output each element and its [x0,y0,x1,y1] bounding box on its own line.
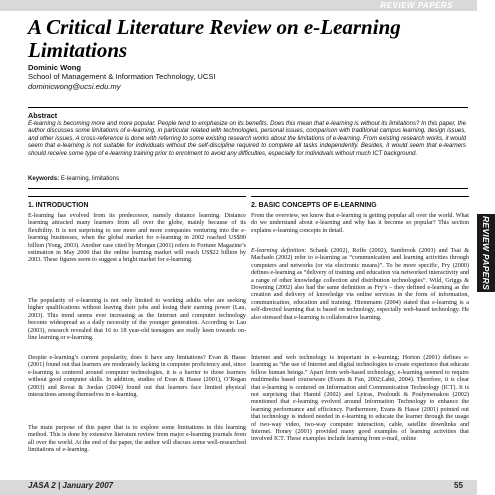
journal-info: JASA 2 | January 2007 [28,481,114,490]
keywords-label: Keywords: [28,175,60,182]
keywords-text: E-learning, limitations [60,175,120,182]
intro-paragraph-3: Despite e-learning’s current popularity, does it have any limitations? Evan & Hasse (2001) found out that learners are moderately lacking in computer proficiency and, since e-learning is centered around computer technologies, it is a barrier to those learners without good computer skills. In addition, studies of Evan & Hasse (2001), O’Regan (2003) and Rovai & Jordan (2004) found out that learners face limited physical interactions among themselves in e-learning. [28,355,246,399]
sidebar [477,0,495,495]
introduction-heading: 1. INTRODUCTION [28,202,89,209]
author-block [28,63,216,91]
article-title: A Critical Literature Review on e-Learning Limitations [28,15,401,62]
keywords [28,175,119,182]
section-label: REVIEW PAPERS [380,1,453,10]
left-column [28,196,246,454]
intro-paragraph-4: The main purpose of this paper that is to explore some limitations in this learning method. This is done by extensive literature review from major e-learning journals from all over the world. At the end of the paper, the author will discuss some well-researched limitations of e-learning. [28,425,246,454]
basic-concepts-heading: 2. BASIC CONCEPTS OF E-LEARNING [251,202,377,209]
intro-paragraph-2: The popularity of e-learning is not only limited to working adults who are seeking higher qualifications without leaving their jobs and losing their earning power (Lau, 2003). This trend seems ever increasing as the Internet and computer technology become widespread as a daily necessity of the younger generation. According to Lau (2003), research revealed that 16 to 18 year-old teenagers are really keen towards on-line learning or e-learning. [28,298,246,342]
sidebar-tab [477,214,495,292]
page-number: 55 [454,481,463,490]
right-column [251,196,469,443]
author-name: Dominic Wong [28,63,82,72]
abstract-section [28,107,468,189]
author-affiliation: School of Management & Information Technology, UCSI [28,72,216,82]
definition-text: Schank (2002), Roffe (2002), Sambrook (2003) and Tsai & Machado (2002) refer to e-learning as “communication and learning activities through computers and networks (or via electronic means)”. To be more specific, Fry (2000) defines e-learning as “delivery of training and education via networked interactivity and a range of other knowledge collection and distribution technologies”. Wild, Griggs & Downing (2002) also had the same definition as Fry’s – they defined e-learning as the creation and delivery of knowledge via online services in the form of information, communication, education and training. Hiemmann (2004) stated that e-learning is a self-directed learning that is based on technology, especially web-based technology. He also stressed that e-learning is collaborative learning. [251,248,469,321]
intro-paragraph-1: E-learning has evolved from its predecessor, namely distance learning. Distance learning attracted many learners from all over the globe, mainly because of its flexibility. It is not surprising to see more and more companies venturing into the e-learning businesses, when the global market for e-learning in 2002 reached US$90 billion (Yong, 2003). Another case cited by Morgan (2001) refers to Fortune Magazine’s estimation in May 2000 that the online learning market will reach US$22 billion by 2003. These figures seem to suggest a bright market for e-learning. [28,213,246,264]
concepts-paragraph-1: From the overview, we know that e-learning is getting popular all over the world. What do we understand about e-learning and why has it become so popular? This section explains e-learning concepts in detail. [251,213,469,234]
abstract-heading: Abstract [28,111,58,120]
concepts-paragraph-2 [251,248,469,322]
sidebar-label: REVIEW PAPERS [481,215,491,291]
concepts-paragraph-3: Internet and web technology is important in e-learning; Horton (2001) defines e-learning as “the use of Internet and digital technologies to create experience that educate fellow human beings.” Apart from web-based technology, e-learning seemed to require multimedia based courseware (Evans & Fan, 2002;Lahti, 2004). Therefore, it is clear that e-learning is centered on Information and Communication Technology (ICT). It is not surprising that Hamid (2002) and Lytras, Pouloudi & Poulymenakou (2002) mentioned that e-learning evolved around Information Technology to enhance the learning performance and efficiency. Furthermore, Evans & Hasse (2001) pointed out that technology is indeed needed in e-learning to educate the learner through the usage of two-way video, two-way computer interaction, cable, satellite downlinks and Internet. Honey (2001) provided many good examples of learning activities that involved ICT. These examples include learning from e-mail, online [251,355,469,443]
abstract-text: E-learning is becoming more and more popular. People tend to emphasize on its benefits. Does this mean that e-learning is without its limitations? In this paper, the author discusses some limitations of e-learning, in particular related with technologies, personal issues, comparison with traditional campus learning, design issues, and other issues. A cross-reference is done with referring to some existing research works about the limitations of e-learning. From existing research works, it would seem that e-learning is not suitable for individuals without the self-discipline required to complete all tasks independently. Besides, it would seem that e-learners should receive some type of e-learning training prior to enrolment to avoid any difficulties, especially for individuals without much ICT background. [28,121,466,157]
definition-label: E-learning definition: [251,248,307,254]
author-email[interactable]: dominicwong@ucsi.edu.my [28,81,121,91]
